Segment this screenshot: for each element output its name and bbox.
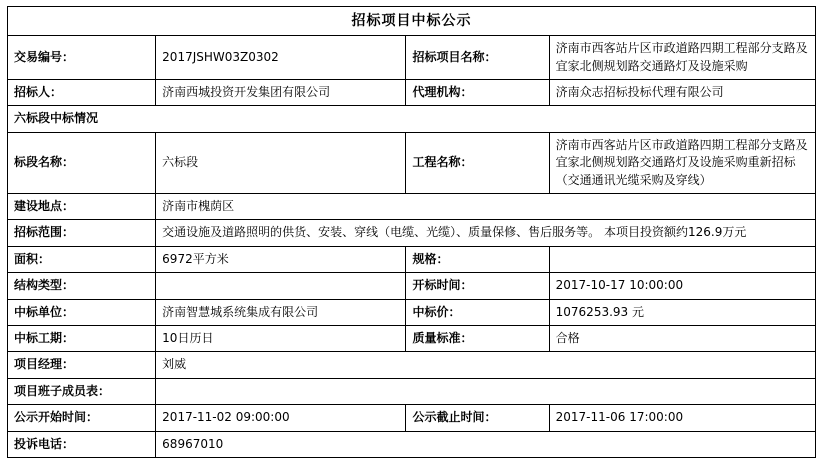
label-section-name: 标段名称： (8, 132, 156, 193)
value-structure-type (156, 273, 406, 299)
value-trade-no: 2017JSHW03Z0302 (156, 36, 406, 80)
label-trade-no: 交易编号： (8, 36, 156, 80)
label-tenderer: 招标人： (8, 80, 156, 106)
label-agency: 代理机构： (406, 80, 549, 106)
table-row (8, 431, 816, 457)
label-area: 面积： (8, 246, 156, 272)
table-row (8, 80, 816, 106)
value-complaint-phone: 68967010 (156, 431, 816, 457)
value-spec (549, 246, 815, 272)
page-title: 招标项目中标公示 (8, 7, 816, 36)
value-agency: 济南众志招标投标代理有限公司 (549, 80, 815, 106)
label-structure-type: 结构类型： (8, 273, 156, 299)
table-row (8, 132, 816, 193)
value-build-place: 济南市槐荫区 (156, 194, 816, 220)
label-project-name: 招标项目名称： (406, 36, 549, 80)
value-bid-open-time: 2017-10-17 10:00:00 (549, 273, 815, 299)
value-section-name: 六标段 (156, 132, 406, 193)
value-tenderer: 济南西城投资开发集团有限公司 (156, 80, 406, 106)
value-bid-scope: 交通设施及道路照明的供货、安装、穿线（电缆、光缆）、质量保修、售后服务等。 本项目投资额约126.9万元 (156, 220, 816, 246)
table-row (8, 325, 816, 351)
value-team-members (156, 378, 816, 404)
label-build-place: 建设地点： (8, 194, 156, 220)
document-page (0, 6, 823, 451)
label-publicity-start: 公示开始时间： (8, 405, 156, 431)
table-row-title (8, 7, 816, 36)
value-project-manager: 刘威 (156, 352, 816, 378)
table-row (8, 220, 816, 246)
table-row (8, 378, 816, 404)
label-complaint-phone: 投诉电话： (8, 431, 156, 457)
label-team-members: 项目班子成员表： (8, 378, 156, 404)
section-heading: 六标段中标情况 (8, 106, 816, 132)
value-publicity-end: 2017-11-06 17:00:00 (549, 405, 815, 431)
label-duration: 中标工期： (8, 325, 156, 351)
label-publicity-end: 公示截止时间： (406, 405, 549, 431)
table-row (8, 273, 816, 299)
value-winning-price: 1076253.93 元 (549, 299, 815, 325)
value-publicity-start: 2017-11-02 09:00:00 (156, 405, 406, 431)
table-row-section-heading (8, 106, 816, 132)
value-engineering-name: 济南市西客站片区市政道路四期工程部分支路及宜家北侧规划路交通路灯及设施采购重新招标（交通通讯光缆采购及穿线） (549, 132, 815, 193)
value-area: 6972平方米 (156, 246, 406, 272)
label-bid-scope: 招标范围： (8, 220, 156, 246)
value-project-name: 济南市西客站片区市政道路四期工程部分支路及宜家北侧规划路交通路灯及设施采购 (549, 36, 815, 80)
label-engineering-name: 工程名称： (406, 132, 549, 193)
table-row (8, 194, 816, 220)
table-row (8, 246, 816, 272)
label-winning-price: 中标价： (406, 299, 549, 325)
value-quality-standard: 合格 (549, 325, 815, 351)
table-row (8, 352, 816, 378)
label-project-manager: 项目经理： (8, 352, 156, 378)
value-winning-unit: 济南智慧城系统集成有限公司 (156, 299, 406, 325)
label-quality-standard: 质量标准： (406, 325, 549, 351)
table-row (8, 299, 816, 325)
label-spec: 规格： (406, 246, 549, 272)
label-bid-open-time: 开标时间： (406, 273, 549, 299)
bid-announcement-table (7, 6, 816, 458)
table-row (8, 405, 816, 431)
table-row (8, 36, 816, 80)
value-duration: 10日历日 (156, 325, 406, 351)
label-winning-unit: 中标单位： (8, 299, 156, 325)
